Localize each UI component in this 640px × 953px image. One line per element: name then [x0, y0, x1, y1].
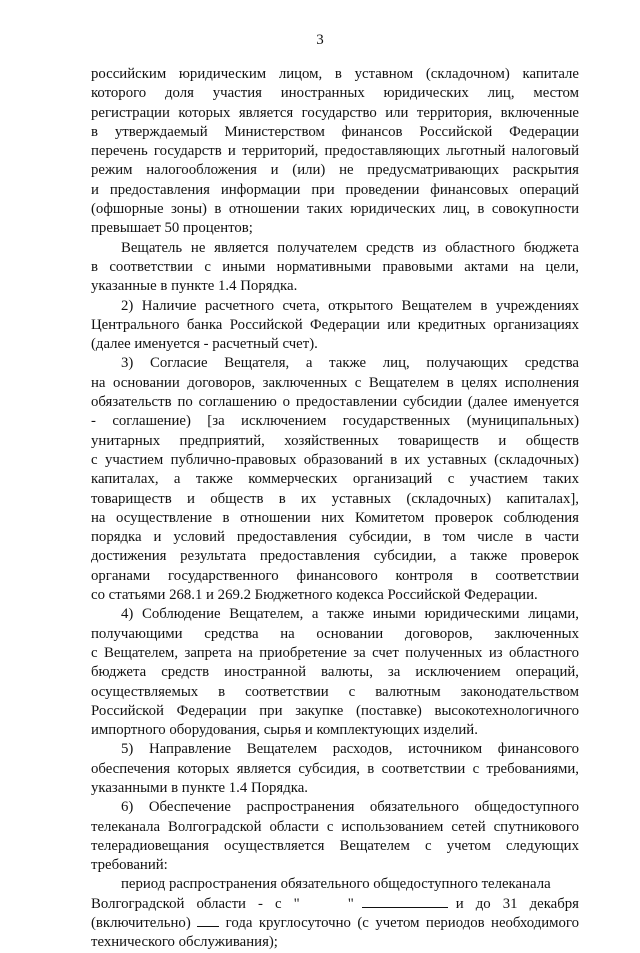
text-line: обязательств по соглашению о предоставлении субсидии (далее именуется: [91, 394, 579, 411]
text-line: осуществляемых в соответствии с валютным законодательством: [91, 683, 579, 700]
text-line: которого доля участия иностранных юридических лиц, местом: [91, 85, 579, 102]
text-line: и предоставления информации при проведении финансовых операций: [91, 181, 579, 198]
page-number: 3: [316, 32, 324, 48]
paragraph: [91, 65, 579, 239]
paragraph-list: [91, 65, 579, 875]
text-line: капиталах, а также коммерческих организаций с участием таких: [91, 471, 579, 488]
period-line-4: технического обслуживания);: [91, 934, 278, 951]
text-line: импортного оборудования, сырья и комплектующих изделий.: [91, 722, 478, 739]
text-line: указанными в пункте 1.4 Порядка.: [91, 779, 308, 796]
month-blank: [362, 895, 448, 908]
paragraph: [91, 605, 579, 740]
text-line: с участием публично-правовых образований в их уставных (складочных): [91, 451, 579, 468]
text-line: унитарных предприятий, хозяйственных товариществ и обществ: [91, 432, 579, 449]
text-line: 2) Наличие расчетного счета, открытого Вещателем в учреждениях: [121, 297, 579, 314]
period-line-3: [91, 914, 579, 933]
paragraph: [91, 740, 579, 798]
paragraph: [91, 798, 579, 875]
text-line: телеканала Волгоградской области с использованием сетей спутникового: [91, 818, 579, 835]
text-line: органами государственного финансового контроля в соответствии: [91, 567, 579, 584]
period-to-label: и до 31 декабря: [455, 895, 579, 912]
document-body: [91, 65, 579, 953]
text-line: с Вещателем, запрета на приобретение за счет полученных из областного: [91, 644, 579, 661]
text-line: со статьями 268.1 и 269.2 Бюджетного кодекса Российской Федерации.: [91, 587, 538, 604]
period-paragraph: [91, 875, 579, 952]
text-line: указанные в пункте 1.4 Порядка.: [91, 278, 298, 295]
text-line: (далее именуется - расчетный счет).: [91, 336, 318, 353]
text-line: 5) Направление Вещателем расходов, источником финансового: [121, 741, 579, 758]
text-line: превышает 50 процентов;: [91, 220, 253, 237]
paragraph: [91, 354, 579, 605]
text-line: регистрации которых является государство или территория, включенные: [91, 104, 579, 121]
text-line: 3) Согласие Вещателя, а также лиц, получающих средства: [121, 355, 579, 372]
text-line: на основании договоров, заключенных с Вещателем в целях исполнения: [91, 374, 579, 391]
text-line: - соглашение) [за исключением государственных (муниципальных): [91, 413, 579, 430]
text-line: порядка и условий предоставления субсидии, в том числе в части: [91, 529, 579, 546]
text-line: Российской Федерации при закупке (поставке) высокотехнологичного: [91, 702, 579, 719]
text-line: в утверждаемый Министерством финансов Российской Федерации: [91, 123, 579, 140]
text-line: Центрального банка Российской Федерации или кредитных организациях: [91, 316, 579, 333]
text-line: на осуществление в отношении них Комитетом проверок соблюдения: [91, 509, 579, 526]
text-line: получающими средства на основании договоров, заключенных: [91, 625, 579, 642]
period-from-label: Волгоградской области - с ": [91, 895, 300, 912]
period-line-1: период распространения обязательного общедоступного телеканала: [121, 876, 551, 893]
closing-quote: ": [347, 895, 354, 912]
text-line: бюджета средств иностранной валюты, за исключением операций,: [91, 664, 579, 681]
text-line: режим налогообложения и (или) не предусматривающих раскрытия: [91, 162, 579, 179]
text-line: достижения результата предоставления субсидии, а также проверок: [91, 548, 579, 565]
paragraph: [91, 297, 579, 355]
text-line: телерадиовещания осуществляется Вещателем с учетом следующих: [91, 837, 579, 854]
text-line: Вещатель не является получателем средств из областного бюджета: [121, 239, 579, 256]
inclusive-label: (включительно): [91, 915, 191, 932]
text-line: требований:: [91, 857, 168, 874]
text-line: 4) Соблюдение Вещателем, а также иными юридическими лицами,: [121, 606, 579, 623]
period-line-2: [91, 895, 579, 914]
text-line: 6) Обеспечение распространения обязательного общедоступного: [121, 799, 579, 816]
text-line: в соответствии с иными нормативными правовыми актами на цели,: [91, 258, 579, 275]
text-line: товариществ и обществ в их уставных (складочных) капиталах],: [91, 490, 579, 507]
text-line: обеспечения которых является субсидия, в соответствии с требованиями,: [91, 760, 579, 777]
round-the-clock-label: года круглосуточно (с учетом периодов необходимого: [225, 915, 580, 932]
year-blank: [197, 914, 219, 927]
text-line: российским юридическим лицом, в уставном (складочном) капитале: [91, 66, 579, 82]
text-line: перечень государств и территорий, предоставляющих льготный налоговый: [91, 143, 579, 160]
paragraph: [91, 239, 579, 297]
text-line: (офшорные зоны) в отношении таких юридических лиц, в совокупности: [91, 201, 579, 218]
